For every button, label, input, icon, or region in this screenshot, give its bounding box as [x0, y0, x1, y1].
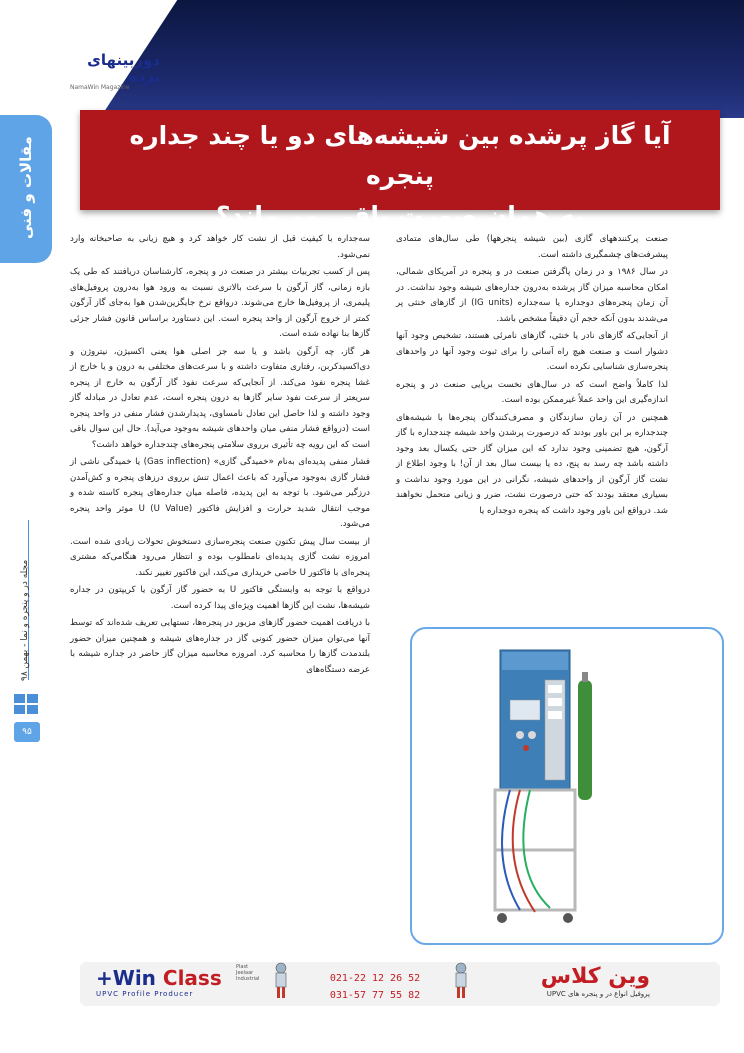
page-number: ۹۵	[14, 722, 40, 742]
logo-subtitle: NamaWin Magazine	[70, 84, 130, 91]
title-line-1: آیا گاز پرشده بین شیشه‌های دو یا چند جداره پنجره	[129, 121, 671, 190]
paragraph: پس از کسب تجربیات بیشتر در صنعت در و پنجره، کارشناسان دریافتند که طی یک بازه زمانی، گاز آرگون با سرعت بالاتری نسبت به ورود هوا به‌درون پروفیل‌های پلیمری، از پروفیل‌ها خارج می‌شوند. درواقع نرخ جایگزین‌شدن هوا به‌جای گاز آرگون کمتر از خروج آرگون از واحد پنجره است. این دستاورد براساس قانون فشار جزئی گازها بنا نهاده شده است.	[70, 267, 370, 339]
magazine-logo	[70, 51, 160, 91]
title-line-2: به همان صورت باقی می‌ماند؟	[216, 201, 584, 230]
window-icon	[14, 694, 38, 714]
paragraph: از آنجایی‌که گازهای نادر یا خنثی، گازهای نامرئی هستند، تشخیص وجود آنها دشوار است و صنعت هیچ راه آسانی را برای ثبوت وجود آنها در واحدهای پنجره‌سازی شناسایی نکرده است.	[396, 331, 668, 372]
paragraph: در سال ۱۹۸۶ و در زمان پاگرفتن صنعت در و پنجره در آمریکای شمالی، امکان محاسبه میزان گاز پرشده به‌درون جداره‌های شیشه وجود نداشت. در آن زمان پنجره‌های دوجداره یا سه‌جداره (IG units) از گازهای خنثی پر می‌شدند بدون آنکه حجم آن دقیقاً مشخص باشد.	[396, 267, 668, 324]
paragraph: فشار منفی پدیده‌ای به‌نام «خمیدگی گازی» (Gas inflection) یا خمیدگی ناشی از فشار گازی به‌وجود می‌آورد که باعث اعمال تنش برروی درزهای پنجره و کش‌آمدن درزگیر می‌شود. با توجه به این پدیده، فاصله میان جداره‌های پنجره کاسته شده و موجب انتقال شدید حرارت و افزایش فاکتور U (U Value) موثر واحد پنجره می‌شود.	[70, 457, 370, 529]
paragraph: همچنین در آن زمان سازندگان و مصرف‌کنندگان پنجره‌ها با شیشه‌های چندجداره بر این باور بودند که درصورت پرشدن واحد شیشه چندجداره با گاز آرگون، هیچ تضمینی وجود ندارد که این میزان گاز حتی یکسال بعد وجود داشته باشد چه رسد به پنج، ده یا بیست سال بعد از آن! با وجود اطلاع از نشت گاز آرگون از واحدهای شیشه، نگرانی در این مورد وجود نداشت و بسیاری معتقد بودند که حتی درصورت نشت، ضرر و زیانی متحمل نخواهند شد. درواقع این باور وجود داشت که پنجره دوجداره یا	[396, 412, 668, 516]
paragraph: صنعت پرکنندههای گازی (بین شیشه پنجرهها) طی سال‌های متمادی پیشرفت‌های چشمگیری داشته است.	[396, 234, 668, 260]
paragraph: سه‌جداره با کیفیت قبل از نشت کار خواهد کرد و هیچ زیانی به صاحبخانه وارد نمی‌شود.	[70, 234, 370, 260]
paragraph: از بیست سال پیش تکنون صنعت پنجره‌سازی دستخوش تحولات زیادی شده است. امروزه نشت گازی پدیده‌ای نامطلوب بوده و انتظار می‌رود هنگامی‌که مشتری پنجره‌ای با فاکتور U خاصی خریداری می‌کند، این فاکتور تغییر نکند.	[70, 536, 370, 578]
robot-mascot-icon	[272, 962, 290, 1000]
brand-company-tag: Plast Jeelaar Industrial	[236, 964, 260, 982]
brand-name-latin: +Win Class	[96, 966, 222, 990]
phone-number-2: 031-57 77 55 82	[329, 990, 421, 1001]
gas-filling-machine-image	[480, 640, 610, 930]
winclass-brand-right	[500, 964, 650, 1004]
brand-tagline-latin: UPVC Profile Producer	[96, 990, 194, 998]
robot-mascot-icon	[452, 962, 470, 1000]
winclass-brand-left	[96, 964, 260, 1002]
article-column-left	[70, 232, 370, 680]
header-dark-banner	[100, 0, 744, 118]
magazine-issue-label: مجله در و پنجره و نما - بهمن ۹۸	[20, 559, 30, 681]
contact-phones	[320, 970, 430, 1004]
paragraph: لذا کاملاً واضح است که در سال‌های نخست برپایی صنعت در و پنجره اندازه‌گیری این واحد عملاً غیرممکن بوده است.	[396, 379, 668, 405]
brand-tagline-persian: پروفیل انواع در و پنجره های UPVC	[546, 990, 650, 998]
logo-text: دوربینهای پرده	[87, 51, 160, 85]
article-title	[100, 116, 700, 236]
phone-number-1: 021-22 12 26 52	[329, 973, 421, 984]
paragraph: با دریافت اهمیت حضور گازهای مزبور در پنجره‌ها، تستهایی تعریف شده‌اند که توسط آنها می‌توان میزان حضور کنونی گاز در جداره‌های شیشه و همچنین میزان حضور بلندمدت گازها را محاسبه کرد. امروزه محاسبه میزان گاز حاضر در جداره شیشه با عرضه دستگاه‌های	[70, 618, 370, 675]
article-column-right	[396, 232, 668, 521]
paragraph: هر گاز، چه آرگون باشد و یا سه جز اصلی هوا یعنی اکسیژن، نیتروژن و دی‌اکسیدکربن، رفتاری متفاوت داشته و با سرعت‌های مختلفی به درون و یا خارج از غشا پنجره نفوذ می‌کند. از آنجایی‌که سرعت نفوذ گاز آرگون به خارج از پنجره سریعتر از سرعت نفوذ سایر گازها به درون پنجره است، عدم تعادل در مبادله گاز وجود داشته و لذا حاصل این تعادل نامساوی، پدیدارشدن فشار منفی در واحد پنجره است (درواقع فشار منفی میان واحدهای شیشه به‌وجود می‌آید). حال این سوال باقی است که این رویه چه تأثیری برروی سلامتی پنجره‌های چندجداره خواهد داشت؟	[70, 346, 370, 450]
section-label: مقالات و فنی	[17, 136, 35, 240]
paragraph: درواقع با توجه به وابستگی فاکتور U به حضور گاز آرگون یا کریپتون در جداره شیشه‌ها، نشت این گازها اهمیت ویژه‌ای پیدا کرده است.	[70, 585, 370, 611]
brand-name-persian: وین کلاس	[540, 964, 650, 989]
